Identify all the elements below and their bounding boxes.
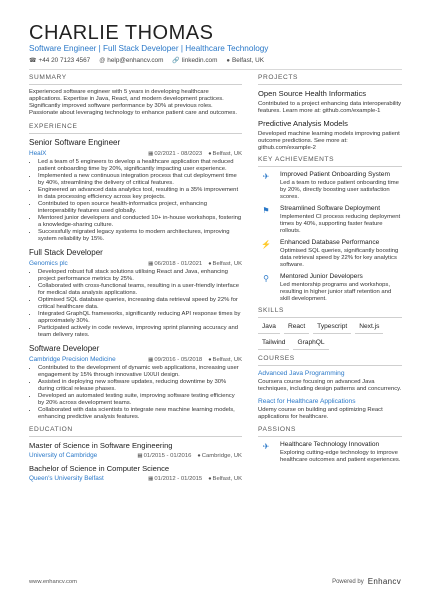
skill-tag: React bbox=[284, 322, 309, 334]
education-heading: EDUCATION bbox=[29, 426, 242, 437]
achievement-title: Mentored Junior Developers bbox=[280, 273, 363, 280]
passion-item bbox=[258, 441, 402, 464]
job-bullet: • Implemented a new continuous integration process that cut deployment time by 40%, streamlining the delivery of critical features. bbox=[38, 173, 242, 187]
job-dates-text: 06/2018 - 01/2021 bbox=[154, 261, 203, 268]
contact-bar bbox=[29, 57, 264, 64]
job-location bbox=[208, 261, 242, 267]
experience-heading: EXPERIENCE bbox=[29, 123, 242, 134]
job-bullet: • Assisted in deploying new software updates, reducing downtime by 30% during critical release phases. bbox=[38, 379, 242, 393]
course-description: Coursera course focusing on advanced Java techniques, including design patterns and concurrency. bbox=[258, 379, 402, 392]
job-dates bbox=[148, 261, 202, 267]
job-bullet: • Led a team of 5 engineers to develop a healthcare application that reduced patient onboarding time by 20%, significantly impacting user experience. bbox=[38, 159, 242, 173]
degree-title: Bachelor of Science in Computer Science bbox=[29, 464, 170, 474]
phone-icon: ☎ bbox=[29, 58, 37, 64]
achievement-item bbox=[258, 171, 402, 201]
job-bullet: • Developed an automated testing suite, improving software testing efficiency by 20% across development teams. bbox=[38, 393, 242, 407]
location-pin-icon: ● bbox=[208, 261, 212, 268]
location-pin-icon: ● bbox=[197, 453, 201, 460]
job-bullet: • Successfully migrated legacy systems to modern architectures, improving system reliability by 15%. bbox=[38, 229, 242, 243]
education-dates-text: 01/2015 - 01/2016 bbox=[143, 453, 192, 460]
achievement-title: Streamlined Software Deployment bbox=[280, 205, 381, 212]
job-bullets bbox=[29, 365, 242, 421]
job-bullets bbox=[29, 269, 242, 339]
footer-site[interactable]: www.enhancv.com bbox=[29, 579, 77, 585]
footer-branding bbox=[332, 577, 401, 586]
calendar-icon: ▦ bbox=[148, 476, 154, 483]
job-dates bbox=[148, 151, 202, 157]
summary-text: Experienced software engineer with 5 years in developing healthcare applications. Expertise in Java, React, and modern development practices. Significantly improved software performance by 30% at previous roles. Passionate about leveraging technology to enhance patient care and outcomes. bbox=[29, 89, 237, 117]
skill-tag: Tailwind bbox=[258, 338, 289, 350]
experience-list bbox=[29, 138, 242, 421]
job-dates-text: 09/2016 - 05/2018 bbox=[154, 357, 203, 364]
job-title: Senior Software Engineer bbox=[29, 138, 121, 148]
passion-description: Exploring cutting-edge technology to improve healthcare outcomes and patient experiences. bbox=[280, 450, 401, 463]
achievements-heading: KEY ACHIEVEMENTS bbox=[258, 156, 402, 167]
job-dates-location bbox=[148, 151, 242, 157]
skill-tag: Typescript bbox=[313, 322, 351, 334]
job-bullet: • Mentored junior developers and conducted 10+ in-house workshops, fostering a knowledge-sharing culture. bbox=[38, 215, 242, 229]
candidate-name: CHARLIE THOMAS bbox=[29, 22, 214, 44]
job-bullet: • Engineered an advanced data analytics tool, resulting in a 35% improvement in data processing efficiency across key projects. bbox=[38, 187, 242, 201]
courses-heading: COURSES bbox=[258, 355, 402, 366]
achievement-description: Optimised SQL queries, significantly boosting data retrieval speed by 22% for key analytics software. bbox=[280, 248, 399, 268]
course-title-link[interactable]: Advanced Java Programming bbox=[258, 370, 345, 377]
job-bullet: • Participated actively in code reviews, improving sprint planning accuracy and team delivery rates. bbox=[38, 325, 242, 339]
at-icon: @ bbox=[99, 58, 106, 64]
experience-item bbox=[29, 138, 242, 243]
achievement-body bbox=[280, 273, 402, 303]
enhancv-logo[interactable]: Enhancv bbox=[367, 577, 401, 586]
rocket-icon: ✈ bbox=[262, 442, 270, 451]
location-pin-icon: ● bbox=[208, 476, 212, 483]
calendar-icon: ▦ bbox=[148, 261, 154, 268]
projects-list bbox=[258, 89, 402, 152]
job-dates bbox=[148, 357, 202, 363]
education-list bbox=[29, 441, 242, 482]
job-location-text: Belfast, UK bbox=[212, 357, 242, 364]
job-meta bbox=[29, 150, 242, 157]
job-dates-text: 02/2021 - 08/2023 bbox=[154, 151, 203, 158]
location-text: Belfast, UK bbox=[232, 57, 265, 64]
job-bullet: • Developed robust full stack solutions utilising React and Java, enhancing project performance metrics by 25%. bbox=[38, 269, 242, 283]
school-link[interactable]: University of Cambridge bbox=[29, 452, 98, 460]
passion-title: Healthcare Technology Innovation bbox=[280, 441, 380, 448]
education-dates-location bbox=[137, 453, 242, 459]
project-item bbox=[258, 89, 402, 115]
company-link[interactable]: Genomics plc bbox=[29, 260, 68, 268]
linkedin-text: linkedin.com bbox=[181, 57, 218, 64]
right-column bbox=[258, 74, 402, 468]
education-meta bbox=[29, 475, 242, 482]
contact-linkedin[interactable] bbox=[172, 57, 217, 64]
education-dates bbox=[148, 476, 202, 482]
courses-list bbox=[258, 370, 402, 421]
achievement-description: Led mentorship programs and workshops, resulting in higher junior staff retention and skill development. bbox=[280, 282, 392, 302]
contact-phone[interactable] bbox=[29, 57, 90, 64]
passions-list bbox=[258, 441, 402, 464]
project-item bbox=[258, 119, 402, 152]
job-dates-location bbox=[148, 357, 242, 363]
header-divider bbox=[29, 69, 402, 70]
job-bullets bbox=[29, 159, 242, 243]
job-title: Software Developer bbox=[29, 344, 100, 354]
achievement-title: Enhanced Database Performance bbox=[280, 239, 380, 246]
rocket-icon: ✈ bbox=[262, 172, 270, 181]
education-item bbox=[29, 441, 242, 459]
phone-text: +44 20 7123 4567 bbox=[38, 57, 91, 64]
skill-tag: GraphQL bbox=[293, 338, 328, 350]
job-bullet: • Collaborated with cross-functional teams, resulting in a user-friendly interface for medical data analysis applications. bbox=[38, 283, 242, 297]
achievement-item bbox=[258, 273, 402, 303]
location-pin-icon: ● bbox=[208, 151, 212, 158]
education-location bbox=[208, 476, 242, 482]
education-dates-location bbox=[148, 476, 242, 482]
project-title: Predictive Analysis Models bbox=[258, 119, 348, 128]
job-bullet: • Contributed to open source health-informatics project, enhancing interoperability features used globally. bbox=[38, 201, 242, 215]
left-column bbox=[29, 74, 242, 487]
passions-heading: PASSIONS bbox=[258, 426, 402, 437]
job-location-text: Belfast, UK bbox=[212, 151, 242, 158]
location-pin-icon: ● bbox=[208, 357, 212, 364]
job-bullet: • Integrated GraphQL frameworks, significantly reducing API response times by approximately 30%. bbox=[38, 311, 242, 325]
company-link[interactable]: Cambridge Precision Medicine bbox=[29, 356, 116, 364]
education-location bbox=[197, 453, 242, 459]
achievements-list bbox=[258, 171, 402, 303]
projects-heading: PROJECTS bbox=[258, 74, 402, 85]
job-meta bbox=[29, 260, 242, 267]
education-dates bbox=[137, 453, 191, 459]
link-icon: 🔗 bbox=[172, 58, 180, 64]
skills-list bbox=[258, 322, 402, 350]
achievement-description: Led a team to reduce patient onboarding time by 20%, directly boosting user satisfaction scores. bbox=[280, 180, 399, 200]
contact-email[interactable] bbox=[99, 57, 163, 64]
achievement-item bbox=[258, 205, 402, 235]
lightning-icon: ⚡ bbox=[261, 240, 271, 249]
achievement-description: Implemented CI process reducing deployment times by 40%, supporting faster feature rollouts. bbox=[280, 214, 401, 234]
job-bullet: • Contributed to the development of dynamic web applications, increasing user engagement by 15% through innovative UX/UI design. bbox=[38, 365, 242, 379]
job-bullet: • Optimised SQL database queries, increasing data retrieval speed by 22% for critical healthcare data. bbox=[38, 297, 242, 311]
job-location bbox=[208, 357, 242, 363]
degree-title: Master of Science in Software Engineering bbox=[29, 441, 173, 451]
school-link[interactable]: Queen's University Belfast bbox=[29, 475, 104, 483]
education-meta bbox=[29, 452, 242, 459]
job-location bbox=[208, 151, 242, 157]
education-item bbox=[29, 464, 242, 482]
skill-tag: Java bbox=[258, 322, 280, 334]
education-dates-text: 01/2012 - 01/2015 bbox=[154, 476, 203, 483]
project-description: Developed machine learning models improving patient outcome predictions. See more at: github.com/example-2 bbox=[258, 131, 400, 151]
location-pin-icon: ● bbox=[226, 58, 231, 64]
achievement-item bbox=[258, 239, 402, 269]
skills-heading: SKILLS bbox=[258, 307, 402, 318]
powered-by-text: Powered by bbox=[332, 578, 364, 585]
achievement-body bbox=[280, 171, 402, 201]
achievement-title: Improved Patient Onboarding System bbox=[280, 171, 390, 178]
email-text: help@enhancv.com bbox=[107, 57, 164, 64]
contact-location bbox=[226, 57, 264, 64]
candidate-subtitle: Software Engineer | Full Stack Developer | Healthcare Technology bbox=[29, 44, 269, 53]
course-item bbox=[258, 398, 402, 421]
project-title: Open Source Health Informatics bbox=[258, 89, 367, 98]
experience-item bbox=[29, 344, 242, 421]
job-location-text: Belfast, UK bbox=[212, 261, 242, 268]
project-description: Contributed to a project enhancing data interoperability features. Learn more at: github.com/example-1 bbox=[258, 101, 402, 114]
calendar-icon: ▦ bbox=[137, 453, 143, 460]
pin-icon: ⚲ bbox=[263, 274, 269, 283]
course-title-link[interactable]: React for Healthcare Applications bbox=[258, 398, 356, 405]
achievement-body bbox=[280, 239, 402, 269]
job-bullet: • Collaborated with data scientists to integrate new machine learning models, enhancing predictive analysis features. bbox=[38, 407, 242, 421]
calendar-icon: ▦ bbox=[148, 151, 154, 158]
job-dates-location bbox=[148, 261, 242, 267]
passion-body bbox=[280, 441, 402, 464]
job-title: Full Stack Developer bbox=[29, 248, 103, 258]
experience-item bbox=[29, 248, 242, 339]
company-link[interactable]: HealX bbox=[29, 150, 47, 158]
education-location-text: Belfast, UK bbox=[212, 476, 242, 483]
summary-heading: SUMMARY bbox=[29, 74, 242, 85]
flag-icon: ⚑ bbox=[262, 206, 270, 215]
course-item bbox=[258, 370, 402, 393]
job-meta bbox=[29, 356, 242, 363]
education-location-text: Cambridge, UK bbox=[201, 453, 242, 460]
calendar-icon: ▦ bbox=[148, 357, 154, 364]
achievement-body bbox=[280, 205, 402, 235]
course-description: Udemy course on building and optimizing React applications for healthcare. bbox=[258, 407, 383, 420]
skill-tag: Next.js bbox=[355, 322, 383, 334]
